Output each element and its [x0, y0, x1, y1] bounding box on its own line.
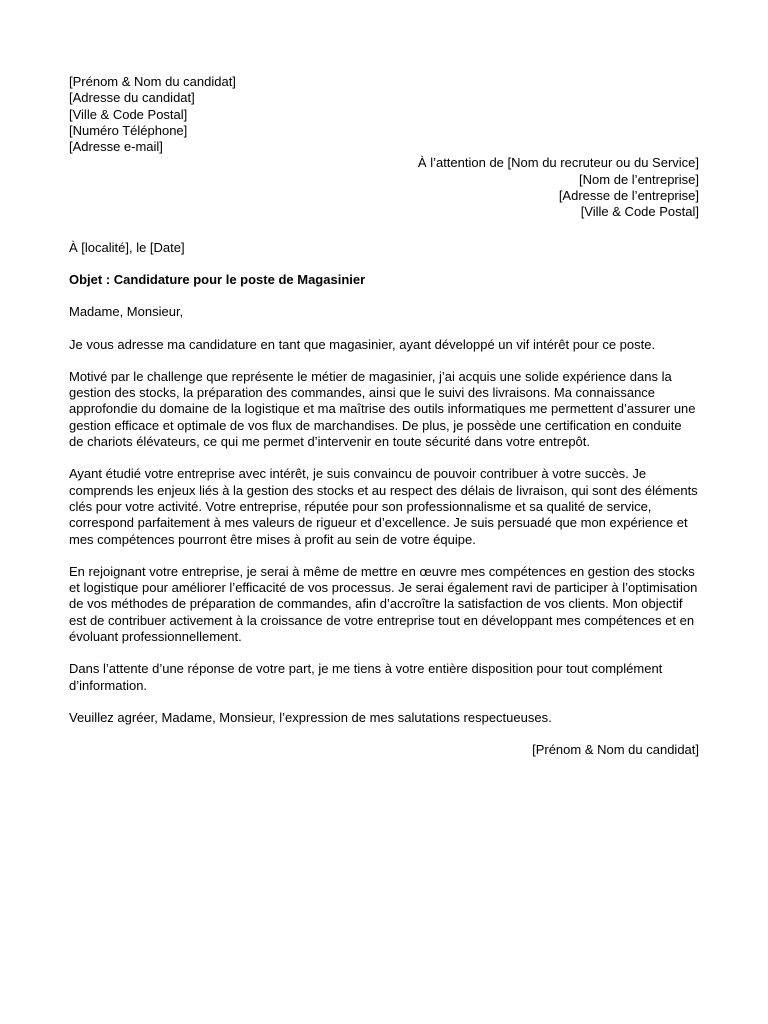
sender-city: [Ville & Code Postal] [69, 106, 188, 122]
sender-block [69, 74, 699, 155]
sender-address: [Adresse du candidat] [69, 90, 195, 106]
sender-email: [Adresse e-mail] [69, 139, 163, 155]
recipient-attention: À l’attention de [Nom du recruteur ou du Service] [417, 155, 699, 171]
paragraph-experience: Motivé par le challenge que représente le métier de magasinier, j’ai acquis une solide expérience dans la gestion des stocks, la préparation des commandes, ainsi que le suivi des livraisons. Ma connaissance approfondie du domaine de la logistique et ma maîtrise des outils informatiques me permettent d’assurer une gestion efficace et optimale de vos flux de marchandises. De plus, je possède une certification en conduite de chariots élévateurs, ce qui me permet d’intervenir en toute sécurité dans votre entrepôt. [69, 368, 696, 450]
paragraph-availability: Dans l’attente d’une réponse de votre part, je me tiens à votre entière disposition pour tout complément d’information. [69, 661, 663, 693]
recipient-company: [Nom de l’entreprise] [579, 171, 699, 187]
recipient-block [69, 155, 699, 220]
recipient-address: [Adresse de l’entreprise] [558, 188, 699, 204]
subject-line: Objet : Candidature pour le poste de Magasinier [69, 271, 366, 287]
signature: [Prénom & Nom du candidat] [532, 742, 699, 758]
date-line: À [localité], le [Date] [69, 239, 185, 255]
paragraph-intro: Je vous adresse ma candidature en tant que magasinier, ayant développé un vif intérêt pour ce poste. [69, 336, 656, 352]
recipient-city: [Ville & Code Postal] [580, 204, 699, 220]
letter-page [69, 74, 699, 759]
paragraph-contribution: En rejoignant votre entreprise, je serai à même de mettre en œuvre mes compétences en gestion des stocks et logistique pour améliorer l’efficacité de vos processus. Je serai également ravi de participer à l’optimisation de vos méthodes de préparation de commandes, afin d’accroître la satisfaction de vos clients. Mon objectif est de contribuer activement à la croissance de votre entreprise tout en développant mes compétences et en évoluant professionnellement. [69, 563, 698, 645]
salutation: Madame, Monsieur, [69, 304, 184, 320]
sender-name: [Prénom & Nom du candidat] [69, 74, 236, 89]
sender-phone: [Numéro Téléphone] [69, 122, 188, 138]
paragraph-company: Ayant étudié votre entreprise avec intérêt, je suis convaincu de pouvoir contribuer à votre succès. Je comprends les enjeux liés à la gestion des stocks et au respect des délais de livraison, qui sont des éléments clés pour votre activité. Votre entreprise, réputée pour son professionnalisme et sa qualité de service, correspond parfaitement à mes valeurs de rigueur et d’excellence. Je suis persuadé que mon expérience et mes compétences pourront être mises à profit au sein de votre équipe. [69, 466, 698, 547]
paragraph-closing: Veuillez agréer, Madame, Monsieur, l’expression de mes salutations respectueuses. [69, 709, 552, 725]
